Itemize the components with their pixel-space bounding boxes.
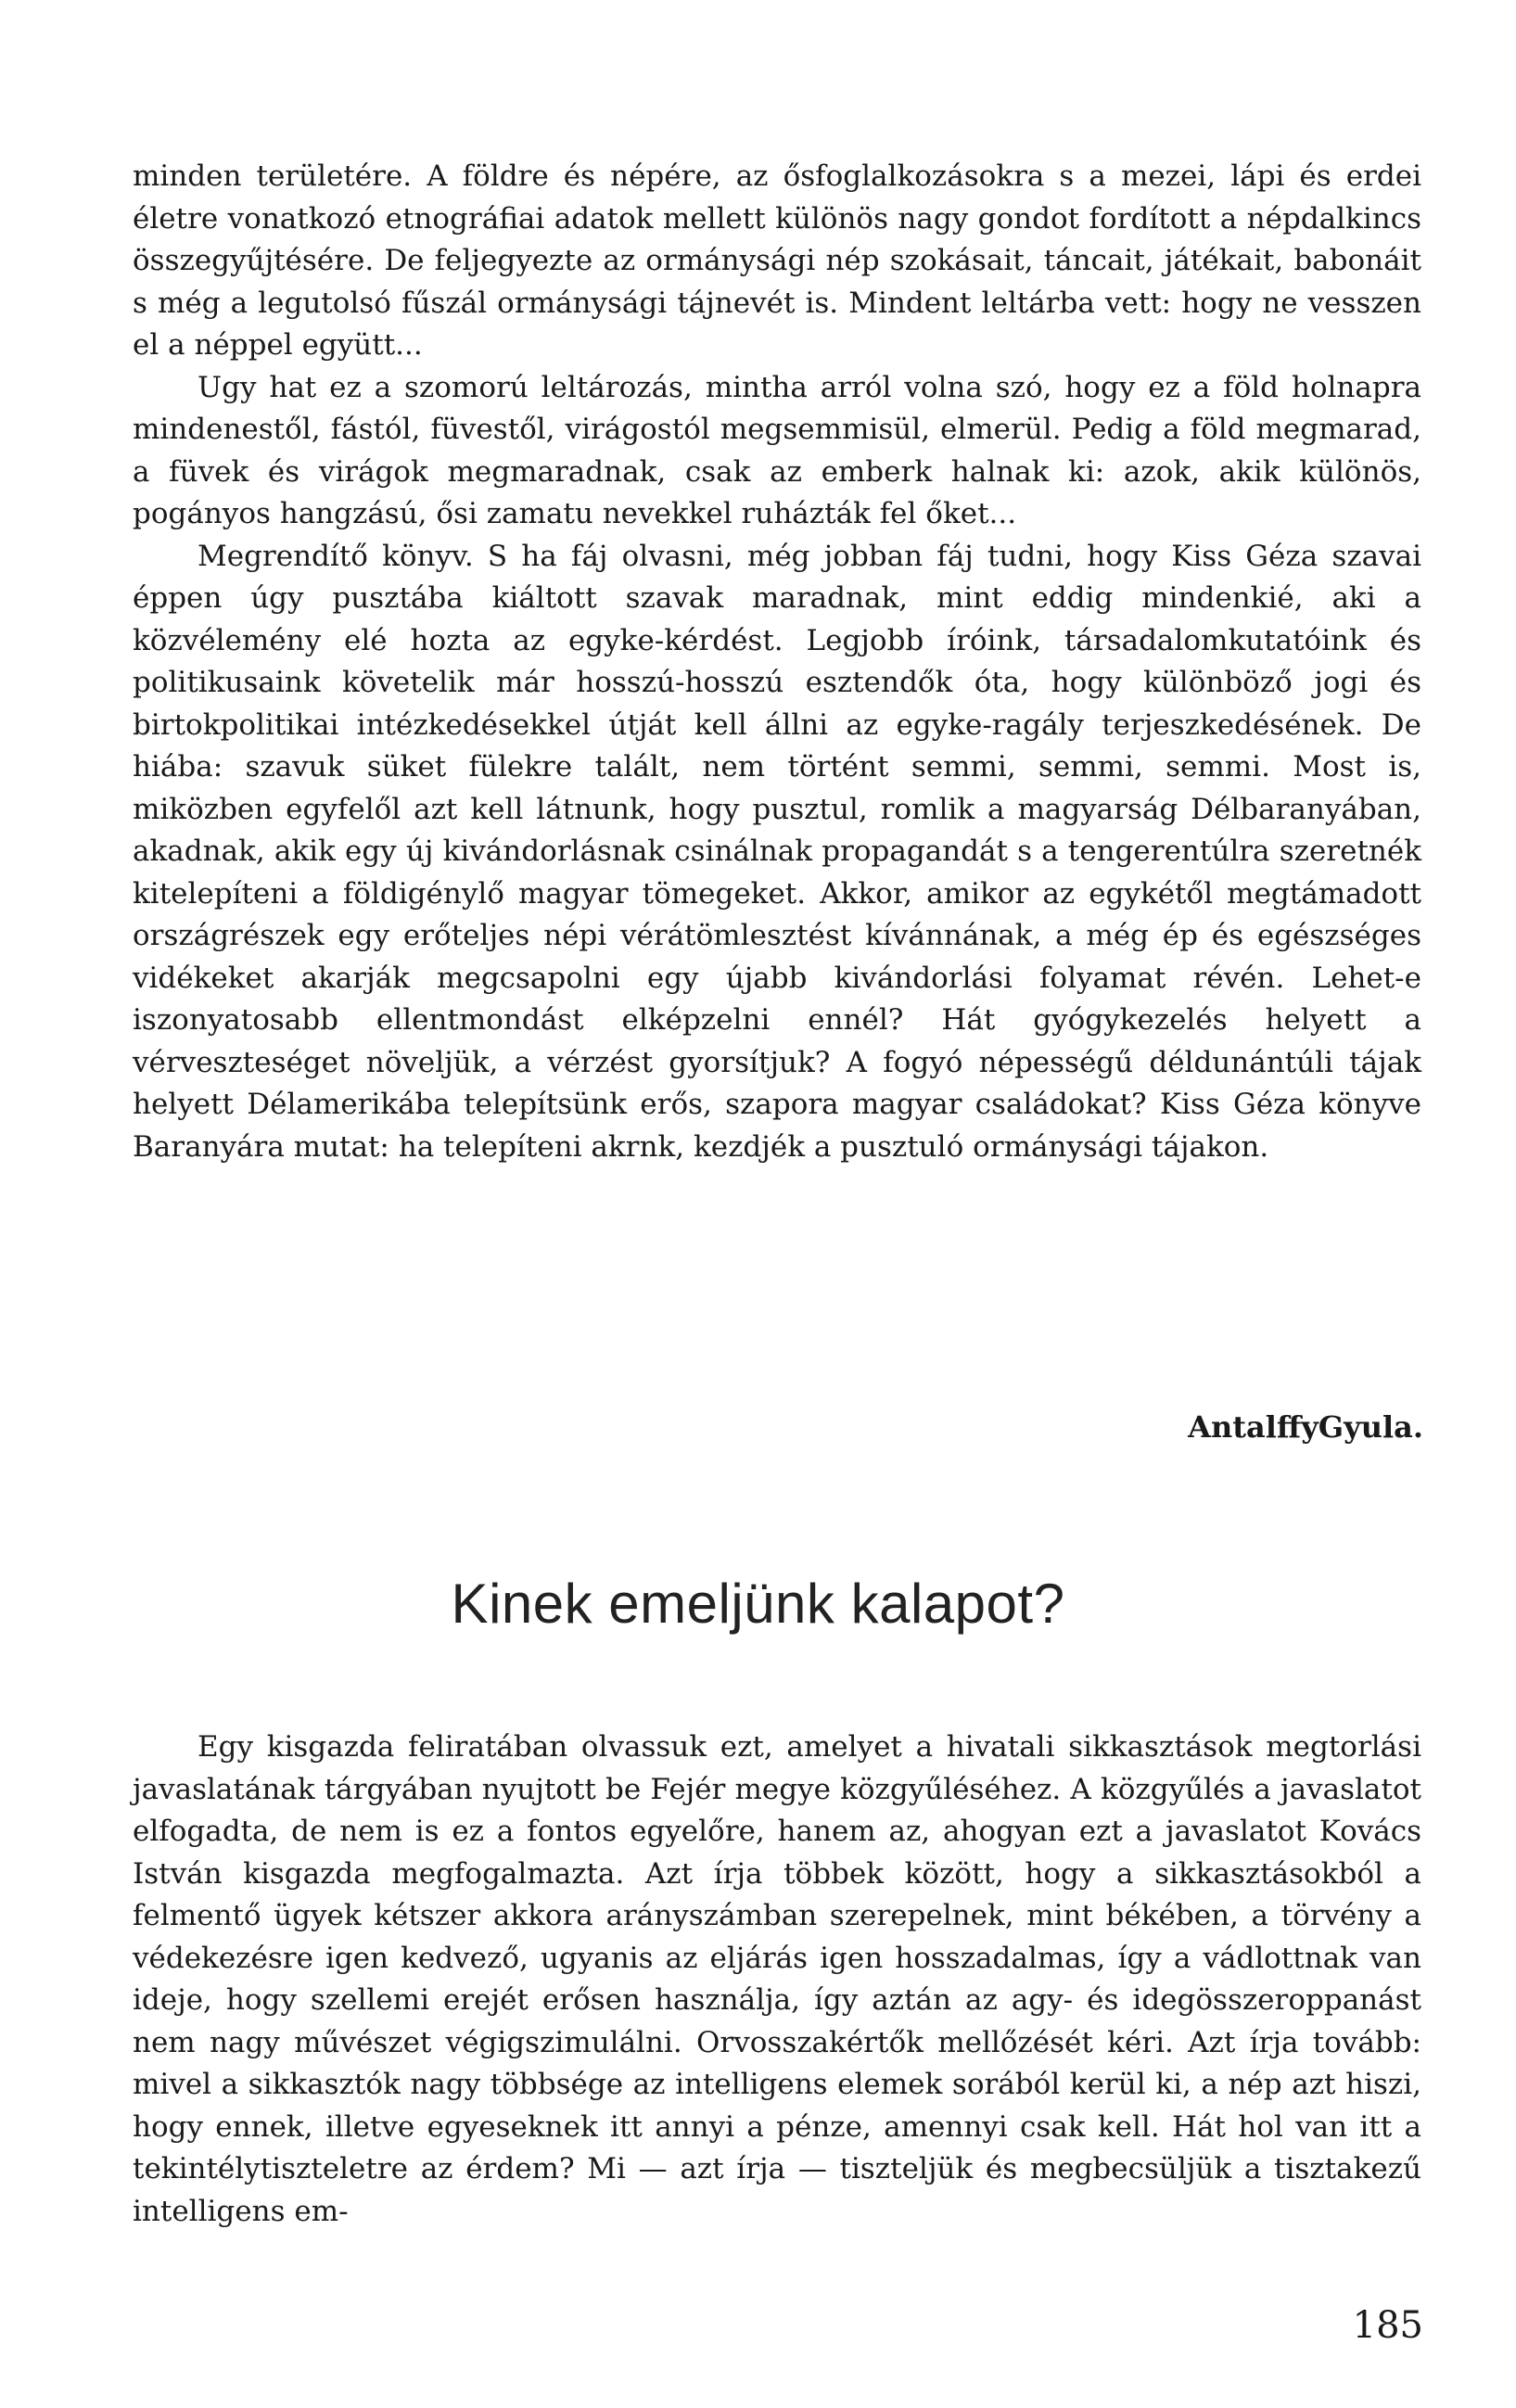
author-signature: AntalffyGyula. bbox=[1188, 1409, 1423, 1445]
article-body-2 bbox=[133, 1726, 1421, 2233]
article-heading: Kinek emeljünk kalapot? bbox=[451, 1573, 1065, 1636]
paragraph: minden területére. A földre és népére, az ősfoglalkozásokra s a mezei, lápi és erdei életre vonatkozó etnográfiai adatok mellett különös nagy gondot fordított a népdalkincs összegyűjtésére. De feljegyezte az ormánysági nép szokásait, táncait, játékait, babonáit s még a legutolsó fűszál ormánysági tájnevét is. Mindent leltárba vett: hogy ne vesszen el a néppel együtt... bbox=[133, 159, 1421, 362]
paragraph: Egy kisgazda feliratában olvassuk ezt, amelyet a hivatali sikkasztások megtorlási javaslatának tárgyában nyujtott be Fejér megye közgyűléséhez. A közgyűlés a javaslatot elfogadta, de nem is ez a fontos egyelőre, hanem az, ahogyan ezt a javaslatot Kovács István kisgazda megfogalmazta. Azt írja többek között, hogy a sikkasztásokból a felmentő ügyek kétszer akkora arányszámban szerepelnek, mint békében, a törvény a védekezésre igen kedvező, ugyanis az eljárás igen hosszadalmas, így a vádlottnak van ideje, hogy szellemi erejét erősen használja, így aztán az agy- és idegösszeroppanást nem nagy művészet végigszimulálni. Orvosszakértők mellőzését kéri. Azt írja tovább: mivel a sikkasztók nagy többsége az intelligens elemek sorából kerül ki, a nép azt hiszi, hogy ennek, illetve egyeseknek itt annyi a pénze, amennyi csak kell. Hát hol van itt a tekintélytiszteletre az érdem? Mi — azt írja — tiszteljük és megbecsüljük a tisztakezű intelligens em- bbox=[133, 1730, 1421, 2228]
paragraph: Megrendítő könyv. S ha fáj olvasni, még jobban fáj tudni, hogy Kiss Géza szavai éppen úgy pusztába kiáltott szavak maradnak, mint eddig mindenkié, aki a közvélemény elé hozta az egyke-kérdést. Legjobb íróink, társadalomkutatóink és politikusaink követelik már hosszú-hosszú esztendők óta, hogy különböző jogi és birtokpolitikai intézkedésekkel útját kell állni az egyke-ragály terjeszkedésének. De hiába: szavuk süket fülekre talált, nem történt semmi, semmi, semmi. Most is, miközben egyfelől azt kell látnunk, hogy pusztul, romlik a magyarság Délbaranyában, akadnak, akik egy új kivándorlásnak csinálnak propagandát s a tengerentúlra szeretnék kitelepíteni a földigénylő magyar tömegeket. Akkor, amikor az egykétől megtámadott országrészek egy erőteljes népi vérátömlesztést kívánnának, a még ép és egészséges vidékeket akarják megcsapolni egy újabb kivándorlási folyamat révén. Lehet-e iszonyatosabb ellentmondást elképzelni ennél? Hát gyógykezelés helyett a vérveszteséget növeljük, a vérzést gyorsítjuk? A fogyó népességű déldunántúli tájak helyett Délamerikába telepítsünk erős, szapora magyar családokat? Kiss Géza könyve Baranyára mutat: ha telepíteni akrnk, kezdjék a pusztuló ormánysági tájakon. bbox=[133, 539, 1421, 1164]
page-number: 185 bbox=[1352, 2304, 1423, 2347]
paragraph: Ugy hat ez a szomorú leltározás, mintha arról volna szó, hogy ez a föld holnapra mindenestől, fástól, füvestől, virágostól megsemmisül, elmerül. Pedig a föld megmarad, a füvek és virágok megmaradnak, csak az emberk halnak ki: azok, akik különös, pogányos hangzású, ősi zamatu nevekkel ruházták fel őket... bbox=[133, 370, 1421, 530]
article-body bbox=[133, 156, 1421, 1168]
